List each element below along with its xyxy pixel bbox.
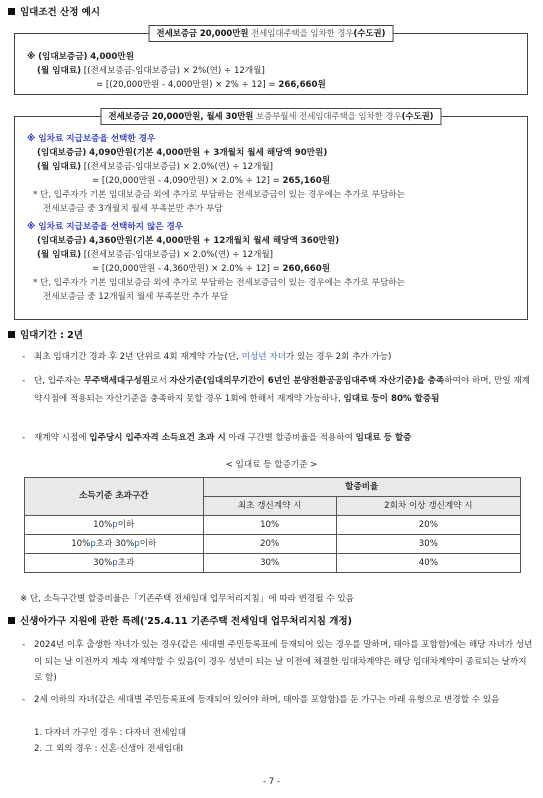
cell-range: [25, 535, 204, 554]
case-b-rent: [37, 249, 273, 262]
box1-line-rent: [37, 65, 265, 78]
case-a-note-line2: 전세보증금 중 3개월치 월세 부족분만 추가 부담: [43, 204, 223, 214]
deposit-label: (임대보증금): [37, 236, 87, 246]
text-fragment: 이하: [139, 538, 157, 549]
box-header-jeonse: [149, 25, 394, 42]
bullet-text: [22, 372, 533, 408]
box-header-light: 보증부월세 전세임대주택을 임차한 경우: [253, 111, 402, 121]
section-title-rent-example: [8, 6, 100, 20]
newborn-bullet-type-change: [22, 692, 533, 709]
rent-result: 266,660원: [278, 80, 326, 90]
box1-line-calc: [96, 79, 326, 92]
text-fragment: 10%: [93, 519, 113, 530]
case-b-note-line2: 전세보증금 중 12개월치 월세 부족분만 추가 부담: [43, 292, 229, 302]
box-header-region: (수도권): [353, 28, 386, 38]
table-row: [25, 516, 521, 535]
page-number: - 7 -: [263, 777, 280, 787]
table-caption: < 임대료 등 할증기준 >: [225, 460, 318, 470]
table-row: [25, 554, 521, 573]
monthly-rent-label: (월 임대료): [37, 66, 82, 76]
cell-first: 30%: [203, 554, 336, 573]
monthly-rent-formula: [(전세보증금-임대보증금) × 2.0%(연) ÷ 12개월]: [83, 250, 274, 260]
bold-fragment: 무주택세대구성원: [83, 376, 151, 386]
dash-marker: -: [22, 376, 26, 386]
box-header-wolse: [100, 108, 441, 125]
bullet-text: 2024년 이후 출생한 자녀가 있는 경우(같은 세대별 주민등록표에 등재되어 있는 경우를 말하며, 태아를 포함함)에는 해당 자녀가 성년이 되는 날 이전까지 계속 재계약할 수 있음(이 경우 성년이 되는 날 이전에 체결한 임대차계약은 해당 임대차계약이 종료되는 날까지로 함): [34, 640, 533, 683]
minor-child-highlight: 미성년 자녀: [241, 352, 286, 362]
cell-first: 10%: [203, 516, 336, 535]
section-title-newborn: [8, 615, 352, 629]
cell-second: 40%: [336, 554, 520, 573]
text-fragment: 이하: [117, 519, 135, 530]
table-note: ※ 단, 소득구간별 할증비율은「기존주택 전세임대 업무처리지침」에 따라 변경될 수 있음: [20, 594, 354, 604]
case-b-calc: [92, 263, 330, 276]
example-box-jeonse: [14, 28, 528, 95]
lease-bullet-income-surcharge: [22, 432, 533, 445]
dash-marker: -: [22, 433, 26, 443]
lease-bullet-renewal: [22, 351, 533, 364]
rent-calculation: = [(20,000만원 - 4,090만원) × 2.0% ÷ 12] =: [92, 176, 283, 186]
percent-point-mark: p: [112, 557, 118, 568]
text-fragment: 하여야 하며, 만일 재계약시점에 적용되는 자산기준을 충족하지 못할 경우 1회에 한해서 재계약 가능하나,: [34, 376, 530, 404]
percent-point-mark: p: [134, 538, 140, 549]
bullet-text: 2세 이하의 자녀(같은 세대별 주민등록표에 등재되어 있어야 하며, 태아를 포함함)를 둔 가구는 아래 유형으로 변경할 수 있음: [34, 695, 500, 705]
dash-marker: -: [22, 640, 26, 650]
text-fragment: 10%: [71, 538, 91, 549]
text-fragment: 30%: [93, 557, 113, 568]
box-header-region: (수도권): [401, 111, 434, 121]
text-fragment: 초과 30%: [95, 538, 135, 549]
bold-fragment: 임대료 등이 80% 할증됨: [343, 394, 440, 404]
section-title-text: 신생아가구 지원에 관한 특례('25.4.11 기존주택 전세임대 업무처리지침 개정): [20, 616, 352, 627]
case-a-deposit: [37, 147, 327, 160]
bold-fragment: 입주당시 입주자격 소득요건 초과 시: [89, 433, 226, 443]
bold-fragment: 자산기준(임대의무기간이 6년인 분양전환공공임대주택 자산기준)을 충족: [169, 376, 445, 386]
section-title-text: 임대조건 산정 예시: [20, 7, 101, 18]
example-box-wolse: [14, 111, 528, 320]
case-a-title: ※ 임차료 지급보증을 선택한 경우: [27, 134, 156, 144]
square-bullet-icon: [8, 331, 15, 338]
deposit-label: (임대보증금): [37, 148, 87, 158]
text-fragment: 가 있는 경우 2회 추가 가능): [285, 352, 392, 362]
text-fragment: 재계약 시점에: [34, 433, 90, 443]
case-b-note-line1: * 단, 입주자가 기본 임대보증금 외에 추가로 부담하는 전세보증금이 있는 경우에는 추가로 부담하는: [33, 278, 405, 288]
bold-fragment: 임대료 등 할증: [355, 433, 412, 443]
cell-first: 20%: [203, 535, 336, 554]
case-b-deposit: [37, 235, 339, 248]
case-a-note-line1: * 단, 입주자가 기본 임대보증금 외에 추가로 부담하는 전세보증금이 있는 경우에는 추가로 부담하는: [33, 190, 405, 200]
newborn-bullet-renewal: [22, 637, 533, 687]
box1-line-deposit: [27, 51, 134, 64]
table-header-row: [25, 478, 521, 497]
section-title-text: 임대기간 : 2년: [20, 330, 83, 341]
monthly-rent-label: (월 임대료): [37, 250, 82, 260]
type-option-newlywed: 2. 그 외의 경우 : 신혼·신생아 전세임대Ⅰ: [34, 744, 183, 754]
col-first-renewal: 최초 갱신계약 시: [203, 497, 336, 516]
cell-range: [25, 516, 204, 535]
type-option-multi-child: 1. 다자녀 가구인 경우 : 다자녀 전세임대: [34, 728, 187, 738]
rent-result: 260,660원: [282, 264, 330, 274]
monthly-rent-formula: [(전세보증금-임대보증금) × 2.0%(연) ÷ 12개월]: [83, 162, 274, 172]
dash-marker: -: [22, 695, 26, 705]
deposit-value: 4,360만원(기본 4,000만원 + 12개월치 월세 해당액 360만원): [89, 236, 340, 246]
table-row: [25, 535, 521, 554]
lease-bullet-asset-criteria: [22, 372, 533, 408]
percent-point-mark: p: [112, 519, 118, 530]
deposit-value: 4,090만원(기본 4,000만원 + 3개월치 월세 해당액 90만원): [89, 148, 328, 158]
deposit-label: (임대보증금): [38, 52, 88, 62]
square-bullet-icon: [8, 8, 15, 15]
case-a-calc: [92, 175, 330, 188]
percent-point-mark: p: [90, 538, 96, 549]
cell-second: 30%: [336, 535, 520, 554]
text-fragment: 아래 구간별 할증비율을 적용하여: [225, 433, 356, 443]
rent-result: 265,160원: [282, 176, 330, 186]
case-b-title: ※ 임차료 지급보증을 선택하지 않은 경우: [27, 222, 184, 232]
dash-marker: -: [22, 352, 26, 362]
square-bullet-icon: [8, 617, 15, 624]
text-fragment: 단, 입주자는: [34, 376, 84, 386]
reference-mark: ※: [27, 52, 36, 62]
deposit-value: 4,000만원: [90, 52, 134, 62]
text-fragment: 최초 임대기간 경과 후 2년 단위로 4회 재계약 가능(단,: [34, 352, 242, 362]
rent-calculation: = [(20,000만원 - 4,360만원) × 2.0% ÷ 12] =: [92, 264, 283, 274]
case-a-rent: [37, 161, 273, 174]
box-header-bold: 전세보증금 20,000만원: [156, 28, 249, 38]
col-surcharge-group: 할증비율: [203, 478, 520, 497]
bullet-text: [22, 351, 533, 364]
monthly-rent-label: (월 임대료): [37, 162, 82, 172]
monthly-rent-formula: [(전세보증금-임대보증금) × 2%(연) ÷ 12개월]: [83, 66, 265, 76]
text-fragment: 로서: [150, 376, 170, 386]
surcharge-table: [24, 477, 521, 573]
col-income-range: 소득기준 초과구간: [25, 478, 204, 516]
bullet-text: [22, 432, 533, 445]
section-title-lease-period: [8, 329, 83, 343]
box-header-bold: 전세보증금 20,000만원, 월세 30만원: [108, 111, 254, 121]
text-fragment: 초과: [117, 557, 135, 568]
rent-calculation: = [(20,000만원 - 4,000만원) × 2% ÷ 12] =: [96, 80, 279, 90]
box-header-light: 전세임대주택을 임차한 경우: [248, 28, 354, 38]
col-second-renewal: 2회차 이상 갱신계약 시: [336, 497, 520, 516]
cell-range: [25, 554, 204, 573]
cell-second: 20%: [336, 516, 520, 535]
